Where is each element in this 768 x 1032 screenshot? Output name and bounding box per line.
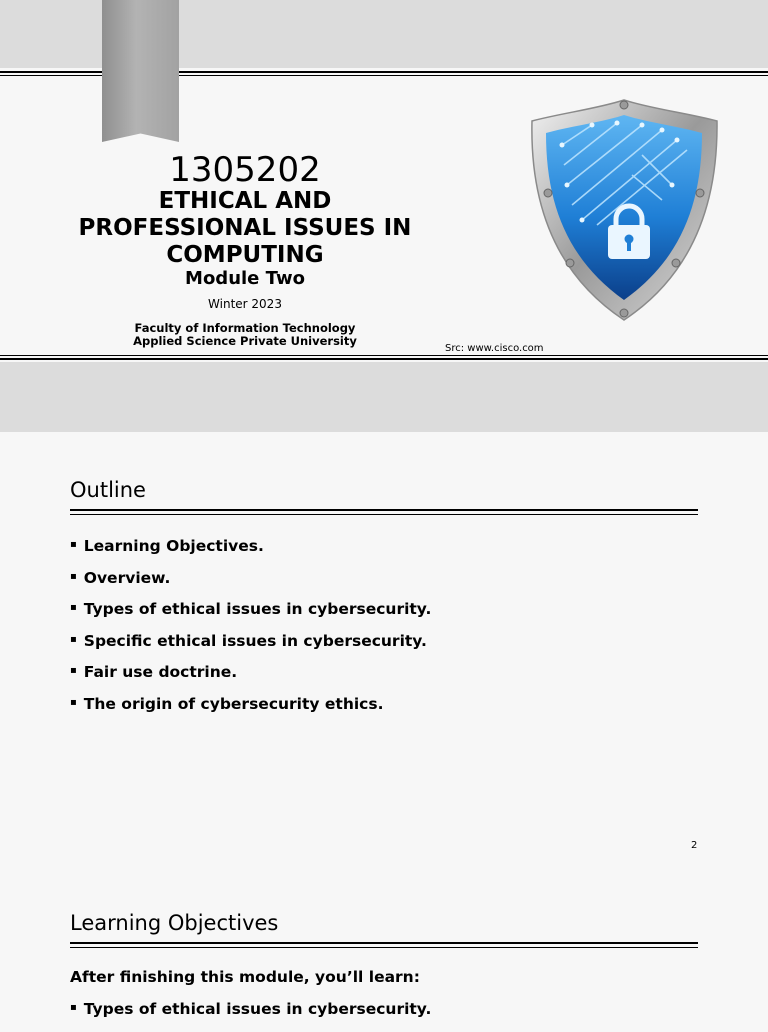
course-code: 1305202 xyxy=(169,150,321,190)
slide-separator-band xyxy=(0,362,768,432)
list-item: ▪ Specific ethical issues in cybersecurity. xyxy=(70,631,427,650)
outline-rule-thin xyxy=(70,514,698,515)
module-label: Module Two xyxy=(185,268,305,289)
faculty-block xyxy=(40,322,450,348)
bottom-rule-thick xyxy=(0,358,768,360)
list-item: ▪ Learning Objectives. xyxy=(70,537,264,555)
objectives-intro: After finishing this module, you’ll learn: xyxy=(70,968,420,986)
list-item: ▪ Types of ethical issues in cybersecurity. xyxy=(70,600,432,619)
course-title-line: PROFESSIONAL ISSUES IN xyxy=(78,215,412,241)
list-item: ▪ Overview. xyxy=(70,568,171,587)
image-credit: Src: www.cisco.com xyxy=(445,343,544,354)
list-item: ▪ The origin of cybersecurity ethics. xyxy=(70,694,384,713)
course-title-line: ETHICAL AND xyxy=(158,188,332,214)
objectives-heading: Learning Objectives xyxy=(70,911,279,935)
outline-list xyxy=(70,537,431,727)
shield-lock-icon xyxy=(522,95,727,325)
outline-rule-thick xyxy=(70,509,698,511)
list-item: ▪ Fair use doctrine. xyxy=(70,663,238,682)
course-title xyxy=(40,188,450,269)
list-item: ▪ Types of ethical issues in cybersecurity. xyxy=(70,1000,432,1018)
objectives-list xyxy=(70,1000,431,1032)
faculty-name: Faculty of Information Technology xyxy=(134,321,356,335)
objectives-rule-thin xyxy=(70,947,698,948)
term-label: Winter 2023 xyxy=(208,297,282,311)
course-title-line: COMPUTING xyxy=(166,242,324,268)
bottom-rule-thin xyxy=(0,355,768,356)
outline-heading: Outline xyxy=(70,478,146,502)
page-number: 2 xyxy=(691,840,698,851)
objectives-rule-thick xyxy=(70,942,698,944)
ribbon-decoration xyxy=(102,0,179,142)
university-name: Applied Science Private University xyxy=(133,334,357,348)
